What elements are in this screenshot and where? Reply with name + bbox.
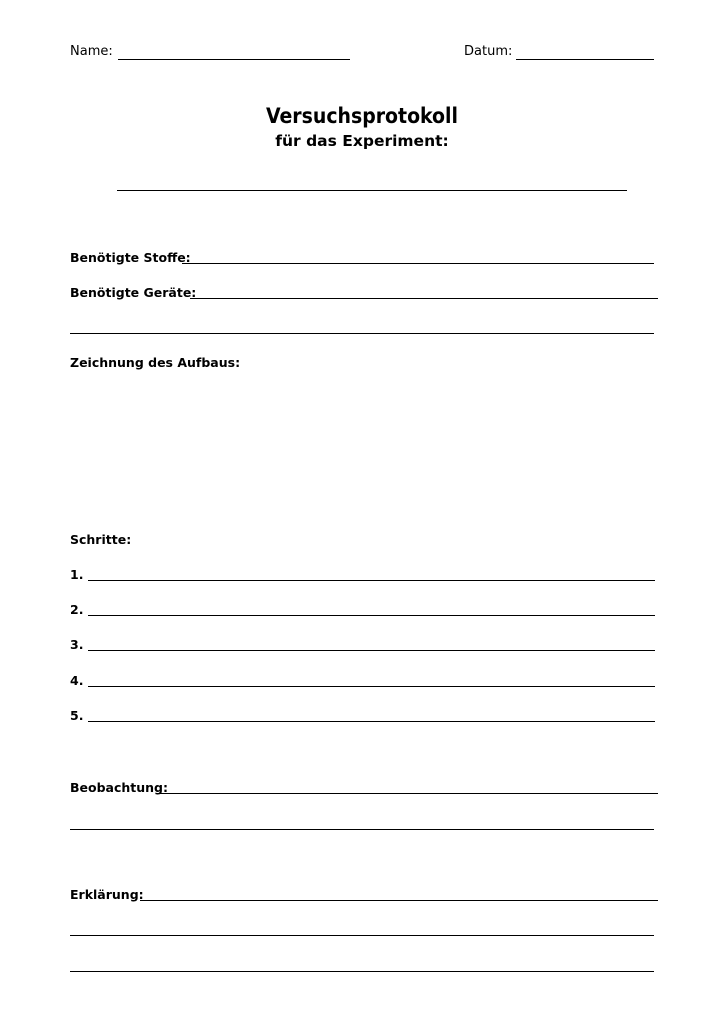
step-number: 5.: [70, 708, 84, 723]
drawing-label: Zeichnung des Aufbaus:: [70, 355, 241, 370]
name-input-line[interactable]: [118, 59, 350, 60]
step-input-line[interactable]: [88, 580, 655, 581]
date-input-line[interactable]: [516, 59, 654, 60]
document-title: Versuchsprotokoll: [266, 104, 458, 128]
explanation-label: Erklärung:: [70, 887, 144, 902]
experiment-title-line[interactable]: [117, 190, 627, 191]
step-input-line[interactable]: [88, 686, 655, 687]
step-number: 2.: [70, 602, 84, 617]
observation-label: Beobachtung:: [70, 780, 169, 795]
step-input-line[interactable]: [88, 615, 655, 616]
explanation-input-line[interactable]: [140, 900, 658, 901]
step-number: 1.: [70, 567, 84, 582]
date-label: Datum:: [464, 44, 513, 59]
name-label: Name:: [70, 44, 113, 59]
equipment-label: Benötigte Geräte:: [70, 285, 197, 300]
steps-label: Schritte:: [70, 532, 132, 547]
substances-label: Benötigte Stoffe:: [70, 250, 191, 265]
drawing-area[interactable]: [70, 380, 654, 520]
step-number: 3.: [70, 637, 84, 652]
step-input-line[interactable]: [88, 650, 655, 651]
observation-extra-line[interactable]: [70, 829, 654, 830]
equipment-extra-line[interactable]: [70, 333, 654, 334]
explanation-extra-line[interactable]: [70, 935, 654, 936]
explanation-extra-line[interactable]: [70, 971, 654, 972]
step-number: 4.: [70, 673, 84, 688]
step-input-line[interactable]: [88, 721, 655, 722]
substances-input-line[interactable]: [182, 263, 654, 264]
equipment-input-line[interactable]: [190, 298, 658, 299]
observation-input-line[interactable]: [160, 793, 658, 794]
document-subtitle: für das Experiment:: [275, 132, 449, 150]
